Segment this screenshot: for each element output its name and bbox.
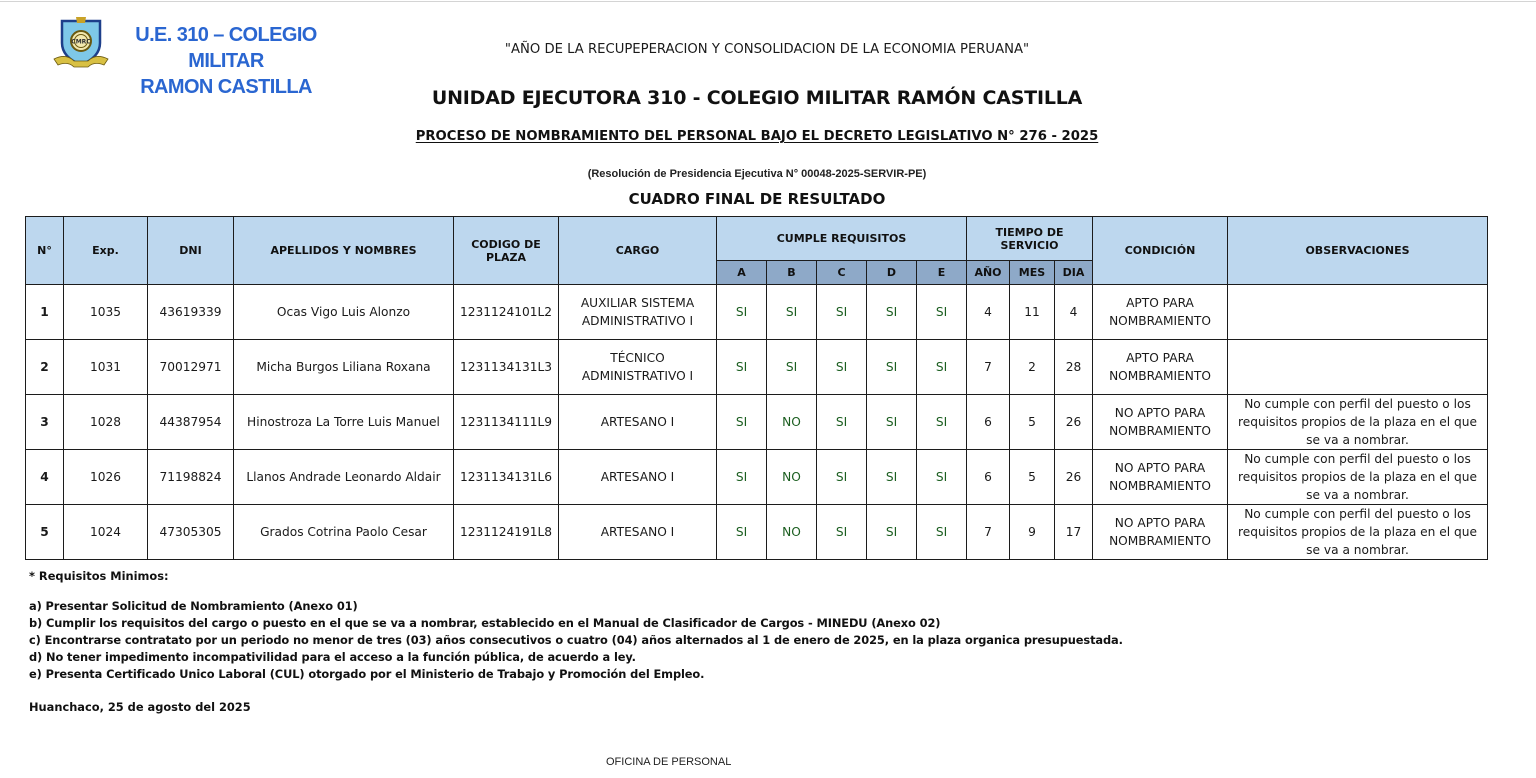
results-table bbox=[25, 216, 1488, 560]
col-header-tiempo: TIEMPO DE SERVICIO bbox=[967, 217, 1093, 261]
year-motto bbox=[0, 42, 1536, 57]
cell-req-a: SI bbox=[717, 340, 767, 395]
signing-office: OFICINA DE PERSONAL bbox=[606, 756, 732, 768]
cell-req-b: SI bbox=[767, 285, 817, 340]
cell-req-c: SI bbox=[817, 505, 867, 560]
cell-code: 1231134111L9 bbox=[454, 395, 559, 450]
cell-dni: 47305305 bbox=[148, 505, 234, 560]
table-row bbox=[26, 340, 1488, 395]
cell-exp: 1026 bbox=[64, 450, 148, 505]
cell-mes: 5 bbox=[1010, 395, 1055, 450]
cell-n: 5 bbox=[26, 505, 64, 560]
cell-condicion: APTO PARA NOMBRAMIENTO bbox=[1093, 340, 1228, 395]
cell-observaciones: No cumple con perfil del puesto o los requisitos propios de la plaza en el que se va a nombrar. bbox=[1228, 395, 1488, 450]
cell-req-b: NO bbox=[767, 450, 817, 505]
cell-req-a: SI bbox=[717, 285, 767, 340]
resolution-reference: (Resolución de Presidencia Ejecutiva N° 00048-2025-SERVIR-PE) bbox=[587, 168, 927, 180]
cell-req-d: SI bbox=[867, 340, 917, 395]
cell-req-e: SI bbox=[917, 340, 967, 395]
cell-condicion: NO APTO PARA NOMBRAMIENTO bbox=[1093, 395, 1228, 450]
col-header-req-e: E bbox=[917, 261, 967, 285]
table-row bbox=[26, 505, 1488, 560]
cell-code: 1231134131L3 bbox=[454, 340, 559, 395]
cell-req-e: SI bbox=[917, 285, 967, 340]
cell-code: 1231134131L6 bbox=[454, 450, 559, 505]
cell-exp: 1028 bbox=[64, 395, 148, 450]
requirement-item: c) Encontrarse contratato por un periodo no menor de tres (03) años consecutivos o cuatro (04) años alternados al 1 de enero de 2025, en la plaza organica presupuestada. bbox=[29, 633, 1123, 647]
table-title: CUADRO FINAL DE RESULTADO bbox=[628, 190, 886, 208]
cell-name: Llanos Andrade Leonardo Aldair bbox=[234, 450, 454, 505]
requirements-heading: * Requisitos Minimos: bbox=[29, 569, 169, 583]
cell-dni: 43619339 bbox=[148, 285, 234, 340]
cell-dia: 26 bbox=[1055, 450, 1093, 505]
requirement-item: b) Cumplir los requisitos del cargo o puesto en el que se va a nombrar, establecido en el Manual de Clasificador de Cargos - MINEDU (Anexo 02) bbox=[29, 616, 941, 630]
cell-req-a: SI bbox=[717, 505, 767, 560]
col-header-dia: DIA bbox=[1055, 261, 1093, 285]
year-motto-text: "AÑO DE LA RECUPEPERACION Y CONSOLIDACION DE LA ECONOMIA PERUANA" bbox=[504, 42, 1030, 57]
cell-anio: 7 bbox=[967, 505, 1010, 560]
cell-dia: 28 bbox=[1055, 340, 1093, 395]
requirements-notes bbox=[29, 569, 1123, 683]
cell-req-b: SI bbox=[767, 340, 817, 395]
cell-condicion: NO APTO PARA NOMBRAMIENTO bbox=[1093, 505, 1228, 560]
col-header-mes: MES bbox=[1010, 261, 1055, 285]
col-header-req-b: B bbox=[767, 261, 817, 285]
cell-req-d: SI bbox=[867, 505, 917, 560]
cell-req-e: SI bbox=[917, 505, 967, 560]
cell-anio: 7 bbox=[967, 340, 1010, 395]
cell-condicion: APTO PARA NOMBRAMIENTO bbox=[1093, 285, 1228, 340]
cell-req-c: SI bbox=[817, 395, 867, 450]
cell-dia: 26 bbox=[1055, 395, 1093, 450]
cell-observaciones: No cumple con perfil del puesto o los requisitos propios de la plaza en el que se va a nombrar. bbox=[1228, 450, 1488, 505]
col-header-cargo: CARGO bbox=[559, 217, 717, 285]
cell-name: Grados Cotrina Paolo Cesar bbox=[234, 505, 454, 560]
brand-line-1: U.E. 310 – COLEGIO MILITAR bbox=[135, 24, 317, 72]
col-header-req-d: D bbox=[867, 261, 917, 285]
cell-anio: 4 bbox=[967, 285, 1010, 340]
cell-observaciones bbox=[1228, 340, 1488, 395]
col-header-name: APELLIDOS Y NOMBRES bbox=[234, 217, 454, 285]
col-header-n: N° bbox=[26, 217, 64, 285]
cell-req-b: NO bbox=[767, 395, 817, 450]
cell-req-e: SI bbox=[917, 450, 967, 505]
cell-mes: 9 bbox=[1010, 505, 1055, 560]
cell-observaciones bbox=[1228, 285, 1488, 340]
cell-mes: 11 bbox=[1010, 285, 1055, 340]
cell-req-d: SI bbox=[867, 285, 917, 340]
document-title: UNIDAD EJECUTORA 310 - COLEGIO MILITAR RAMÓN CASTILLA bbox=[431, 87, 1083, 109]
cell-cargo: TÉCNICO ADMINISTRATIVO I bbox=[559, 340, 717, 395]
cell-cargo: ARTESANO I bbox=[559, 450, 717, 505]
cell-req-c: SI bbox=[817, 450, 867, 505]
cell-dni: 44387954 bbox=[148, 395, 234, 450]
cell-observaciones: No cumple con perfil del puesto o los requisitos propios de la plaza en el que se va a nombrar. bbox=[1228, 505, 1488, 560]
cell-mes: 2 bbox=[1010, 340, 1055, 395]
cell-req-c: SI bbox=[817, 285, 867, 340]
cell-n: 1 bbox=[26, 285, 64, 340]
col-header-req-a: A bbox=[717, 261, 767, 285]
requirement-item: d) No tener impedimento incompativilidad para el acceso a la función pública, de acuerdo a ley. bbox=[29, 650, 636, 664]
col-header-anio: AÑO bbox=[967, 261, 1010, 285]
cell-req-a: SI bbox=[717, 395, 767, 450]
cell-req-c: SI bbox=[817, 340, 867, 395]
cell-anio: 6 bbox=[967, 395, 1010, 450]
cell-code: 1231124191L8 bbox=[454, 505, 559, 560]
cell-n: 4 bbox=[26, 450, 64, 505]
cell-exp: 1035 bbox=[64, 285, 148, 340]
cell-cargo: ARTESANO I bbox=[559, 505, 717, 560]
requirement-item: a) Presentar Solicitud de Nombramiento (Anexo 01) bbox=[29, 599, 358, 613]
table-row bbox=[26, 285, 1488, 340]
cell-dni: 70012971 bbox=[148, 340, 234, 395]
requirement-item: e) Presenta Certificado Unico Laboral (CUL) otorgado por el Ministerio de Trabajo y Promoción del Empleo. bbox=[29, 667, 705, 681]
cell-exp: 1024 bbox=[64, 505, 148, 560]
cell-cargo: AUXILIAR SISTEMA ADMINISTRATIVO I bbox=[559, 285, 717, 340]
cell-code: 1231124101L2 bbox=[454, 285, 559, 340]
cell-anio: 6 bbox=[967, 450, 1010, 505]
cell-exp: 1031 bbox=[64, 340, 148, 395]
header-row bbox=[26, 217, 1488, 261]
brand-line-2: RAMON CASTILLA bbox=[140, 76, 312, 98]
cell-dia: 17 bbox=[1055, 505, 1093, 560]
cell-name: Hinostroza La Torre Luis Manuel bbox=[234, 395, 454, 450]
cell-mes: 5 bbox=[1010, 450, 1055, 505]
svg-text:CMRC: CMRC bbox=[71, 38, 91, 46]
cell-req-a: SI bbox=[717, 450, 767, 505]
document-subtitle-text: PROCESO DE NOMBRAMIENTO DEL PERSONAL BAJO EL DECRETO LEGISLATIVO N° 276 - 2025 bbox=[415, 129, 1099, 144]
col-header-requisitos: CUMPLE REQUISITOS bbox=[717, 217, 967, 261]
top-border-line bbox=[0, 1, 1536, 2]
col-header-exp: Exp. bbox=[64, 217, 148, 285]
cell-req-b: NO bbox=[767, 505, 817, 560]
cell-n: 2 bbox=[26, 340, 64, 395]
document-subtitle bbox=[0, 129, 1514, 144]
table-row bbox=[26, 395, 1488, 450]
col-header-dni: DNI bbox=[148, 217, 234, 285]
col-header-req-c: C bbox=[817, 261, 867, 285]
table-row bbox=[26, 450, 1488, 505]
col-header-code: CODIGO DE PLAZA bbox=[454, 217, 559, 285]
cell-n: 3 bbox=[26, 395, 64, 450]
cell-req-d: SI bbox=[867, 395, 917, 450]
cell-req-e: SI bbox=[917, 395, 967, 450]
cell-name: Ocas Vigo Luis Alonzo bbox=[234, 285, 454, 340]
place-and-date: Huanchaco, 25 de agosto del 2025 bbox=[29, 700, 251, 714]
cell-dni: 71198824 bbox=[148, 450, 234, 505]
cell-cargo: ARTESANO I bbox=[559, 395, 717, 450]
col-header-condicion: CONDICIÓN bbox=[1093, 217, 1228, 285]
cell-name: Micha Burgos Liliana Roxana bbox=[234, 340, 454, 395]
cell-dia: 4 bbox=[1055, 285, 1093, 340]
col-header-observaciones: OBSERVACIONES bbox=[1228, 217, 1488, 285]
cell-condicion: NO APTO PARA NOMBRAMIENTO bbox=[1093, 450, 1228, 505]
cell-req-d: SI bbox=[867, 450, 917, 505]
